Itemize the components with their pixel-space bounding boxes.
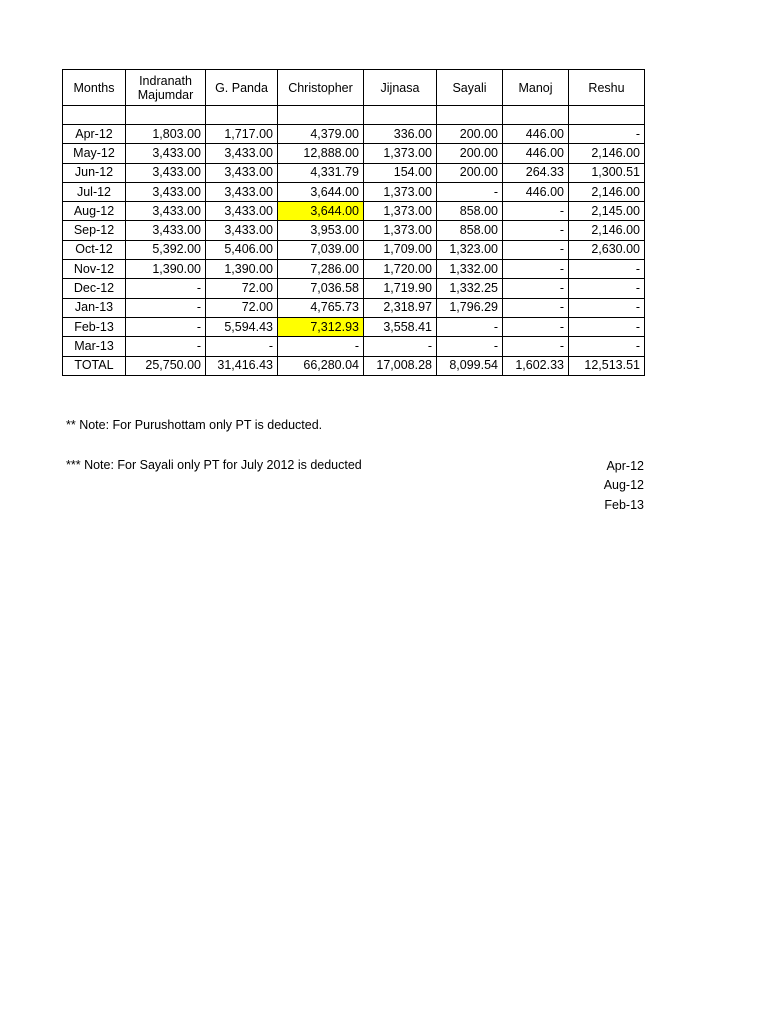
value-cell[interactable]: 1,373.00 — [364, 221, 437, 240]
value-cell[interactable]: 336.00 — [364, 125, 437, 144]
empty-cell[interactable] — [206, 106, 278, 125]
value-cell[interactable]: - — [569, 125, 645, 144]
column-header-christopher[interactable]: Christopher — [278, 70, 364, 106]
table-row — [63, 202, 645, 221]
note-sayali: *** Note: For Sayali only PT for July 2012 is deducted — [66, 458, 362, 472]
empty-cell[interactable] — [503, 106, 569, 125]
value-cell[interactable]: 2,146.00 — [569, 221, 645, 240]
value-cell[interactable]: 200.00 — [437, 125, 503, 144]
table-row — [63, 240, 645, 259]
table-row — [63, 144, 645, 163]
total-cell[interactable]: 12,513.51 — [569, 356, 645, 375]
value-cell[interactable]: 3,433.00 — [206, 202, 278, 221]
value-cell[interactable]: 1,390.00 — [126, 260, 206, 279]
value-cell[interactable]: 2,318.97 — [364, 298, 437, 317]
value-cell[interactable]: - — [278, 337, 364, 356]
value-cell[interactable]: - — [569, 260, 645, 279]
value-cell[interactable]: 2,145.00 — [569, 202, 645, 221]
empty-cell[interactable] — [364, 106, 437, 125]
value-cell[interactable]: - — [503, 221, 569, 240]
value-cell[interactable]: 72.00 — [206, 279, 278, 298]
deduction-table — [62, 69, 645, 376]
blank-row — [63, 106, 645, 125]
value-cell[interactable]: 154.00 — [364, 163, 437, 182]
value-cell[interactable]: 7,286.00 — [278, 260, 364, 279]
total-label-cell[interactable]: TOTAL — [63, 356, 126, 375]
value-cell[interactable]: 1,709.00 — [364, 240, 437, 259]
value-cell[interactable]: 4,331.79 — [278, 163, 364, 182]
table-row — [63, 163, 645, 182]
side-date[interactable]: Aug-12 — [603, 478, 644, 493]
value-cell[interactable]: - — [569, 279, 645, 298]
column-header-months[interactable]: Months — [63, 70, 126, 106]
month-cell[interactable]: Dec-12 — [63, 279, 126, 298]
value-cell[interactable]: 5,594.43 — [206, 317, 278, 336]
value-cell[interactable]: 4,765.73 — [278, 298, 364, 317]
value-cell[interactable]: - — [126, 279, 206, 298]
value-cell[interactable]: 2,630.00 — [569, 240, 645, 259]
value-cell[interactable]: - — [126, 317, 206, 336]
month-cell[interactable]: Jul-12 — [63, 182, 126, 201]
month-cell[interactable]: Jan-13 — [63, 298, 126, 317]
value-cell[interactable]: 5,406.00 — [206, 240, 278, 259]
total-cell[interactable]: 31,416.43 — [206, 356, 278, 375]
month-cell[interactable]: Feb-13 — [63, 317, 126, 336]
empty-cell[interactable] — [126, 106, 206, 125]
empty-cell[interactable] — [278, 106, 364, 125]
total-cell[interactable]: 8,099.54 — [437, 356, 503, 375]
value-cell[interactable]: 1,796.29 — [437, 298, 503, 317]
value-cell[interactable]: - — [437, 182, 503, 201]
value-cell[interactable]: 3,644.00 — [278, 182, 364, 201]
value-cell[interactable]: 200.00 — [437, 163, 503, 182]
value-cell[interactable]: - — [503, 337, 569, 356]
column-header-reshu[interactable]: Reshu — [569, 70, 645, 106]
table-row — [63, 279, 645, 298]
value-cell[interactable]: 72.00 — [206, 298, 278, 317]
total-cell[interactable]: 17,008.28 — [364, 356, 437, 375]
column-header-jijnasa[interactable]: Jijnasa — [364, 70, 437, 106]
value-cell[interactable]: 12,888.00 — [278, 144, 364, 163]
value-cell[interactable]: - — [503, 317, 569, 336]
value-cell[interactable]: 4,379.00 — [278, 125, 364, 144]
side-date-list — [560, 457, 644, 515]
value-cell[interactable]: 1,373.00 — [364, 182, 437, 201]
value-cell[interactable]: - — [569, 298, 645, 317]
table-row — [63, 298, 645, 317]
value-cell[interactable]: 446.00 — [503, 125, 569, 144]
column-header-manoj[interactable]: Manoj — [503, 70, 569, 106]
value-cell[interactable]: 7,039.00 — [278, 240, 364, 259]
value-cell[interactable]: 1,803.00 — [126, 125, 206, 144]
empty-cell[interactable] — [437, 106, 503, 125]
value-cell[interactable]: 1,300.51 — [569, 163, 645, 182]
value-cell[interactable]: - — [569, 337, 645, 356]
table-body — [63, 106, 645, 376]
value-cell[interactable]: 3,433.00 — [206, 144, 278, 163]
value-cell[interactable]: 1,717.00 — [206, 125, 278, 144]
month-cell[interactable]: Oct-12 — [63, 240, 126, 259]
value-cell[interactable]: 3,433.00 — [126, 202, 206, 221]
value-cell[interactable]: - — [503, 202, 569, 221]
value-cell[interactable]: 1,373.00 — [364, 144, 437, 163]
value-cell[interactable]: 3,433.00 — [126, 163, 206, 182]
value-cell[interactable]: - — [437, 337, 503, 356]
value-cell[interactable]: 446.00 — [503, 182, 569, 201]
table-row — [63, 337, 645, 356]
column-header-g-panda[interactable]: G. Panda — [206, 70, 278, 106]
value-cell[interactable]: 3,433.00 — [126, 221, 206, 240]
header-row — [63, 70, 645, 106]
table-row — [63, 182, 645, 201]
value-cell[interactable]: 7,312.93 — [278, 317, 364, 336]
value-cell[interactable]: 1,719.90 — [364, 279, 437, 298]
empty-cell[interactable] — [63, 106, 126, 125]
value-cell[interactable]: - — [206, 337, 278, 356]
table-row — [63, 317, 645, 336]
value-cell[interactable]: 1,373.00 — [364, 202, 437, 221]
value-cell[interactable]: 3,644.00 — [278, 202, 364, 221]
empty-cell[interactable] — [569, 106, 645, 125]
value-cell[interactable]: 3,433.00 — [206, 182, 278, 201]
value-cell[interactable]: 7,036.58 — [278, 279, 364, 298]
side-date[interactable]: Feb-13 — [604, 497, 644, 512]
value-cell[interactable]: - — [503, 279, 569, 298]
note-purushottam: ** Note: For Purushottam only PT is deducted. — [66, 418, 323, 432]
value-cell[interactable]: - — [503, 260, 569, 279]
value-cell[interactable]: 200.00 — [437, 144, 503, 163]
month-cell[interactable]: Aug-12 — [63, 202, 126, 221]
value-cell[interactable]: 2,146.00 — [569, 144, 645, 163]
month-cell[interactable]: Mar-13 — [63, 337, 126, 356]
value-cell[interactable]: 3,433.00 — [206, 221, 278, 240]
month-cell[interactable]: Sep-12 — [63, 221, 126, 240]
value-cell[interactable]: 1,332.00 — [437, 260, 503, 279]
value-cell[interactable]: 3,433.00 — [126, 182, 206, 201]
value-cell[interactable]: - — [364, 337, 437, 356]
column-header-indranath-majumdar[interactable]: Indranath Majumdar — [126, 70, 206, 106]
total-cell[interactable]: 66,280.04 — [278, 356, 364, 375]
value-cell[interactable]: - — [126, 298, 206, 317]
value-cell[interactable]: - — [503, 240, 569, 259]
value-cell[interactable]: 1,390.00 — [206, 260, 278, 279]
value-cell[interactable]: 2,146.00 — [569, 182, 645, 201]
total-row — [63, 356, 645, 375]
value-cell[interactable]: 858.00 — [437, 221, 503, 240]
value-cell[interactable]: - — [437, 317, 503, 336]
value-cell[interactable]: 3,953.00 — [278, 221, 364, 240]
month-cell[interactable]: May-12 — [63, 144, 126, 163]
value-cell[interactable]: 264.33 — [503, 163, 569, 182]
column-header-sayali[interactable]: Sayali — [437, 70, 503, 106]
value-cell[interactable]: 1,720.00 — [364, 260, 437, 279]
total-cell[interactable]: 1,602.33 — [503, 356, 569, 375]
month-cell[interactable]: Nov-12 — [63, 260, 126, 279]
value-cell[interactable]: - — [503, 298, 569, 317]
month-cell[interactable]: Jun-12 — [63, 163, 126, 182]
table-row — [63, 125, 645, 144]
value-cell[interactable]: 3,558.41 — [364, 317, 437, 336]
table-row — [63, 260, 645, 279]
month-cell[interactable]: Apr-12 — [63, 125, 126, 144]
value-cell[interactable]: 1,323.00 — [437, 240, 503, 259]
value-cell[interactable]: 446.00 — [503, 144, 569, 163]
side-date[interactable]: Apr-12 — [606, 459, 644, 473]
value-cell[interactable]: 3,433.00 — [206, 163, 278, 182]
total-cell[interactable]: 25,750.00 — [126, 356, 206, 375]
table-row — [63, 221, 645, 240]
value-cell[interactable]: - — [569, 317, 645, 336]
value-cell[interactable]: 5,392.00 — [126, 240, 206, 259]
value-cell[interactable]: 858.00 — [437, 202, 503, 221]
value-cell[interactable]: 1,332.25 — [437, 279, 503, 298]
value-cell[interactable]: - — [126, 337, 206, 356]
value-cell[interactable]: 3,433.00 — [126, 144, 206, 163]
